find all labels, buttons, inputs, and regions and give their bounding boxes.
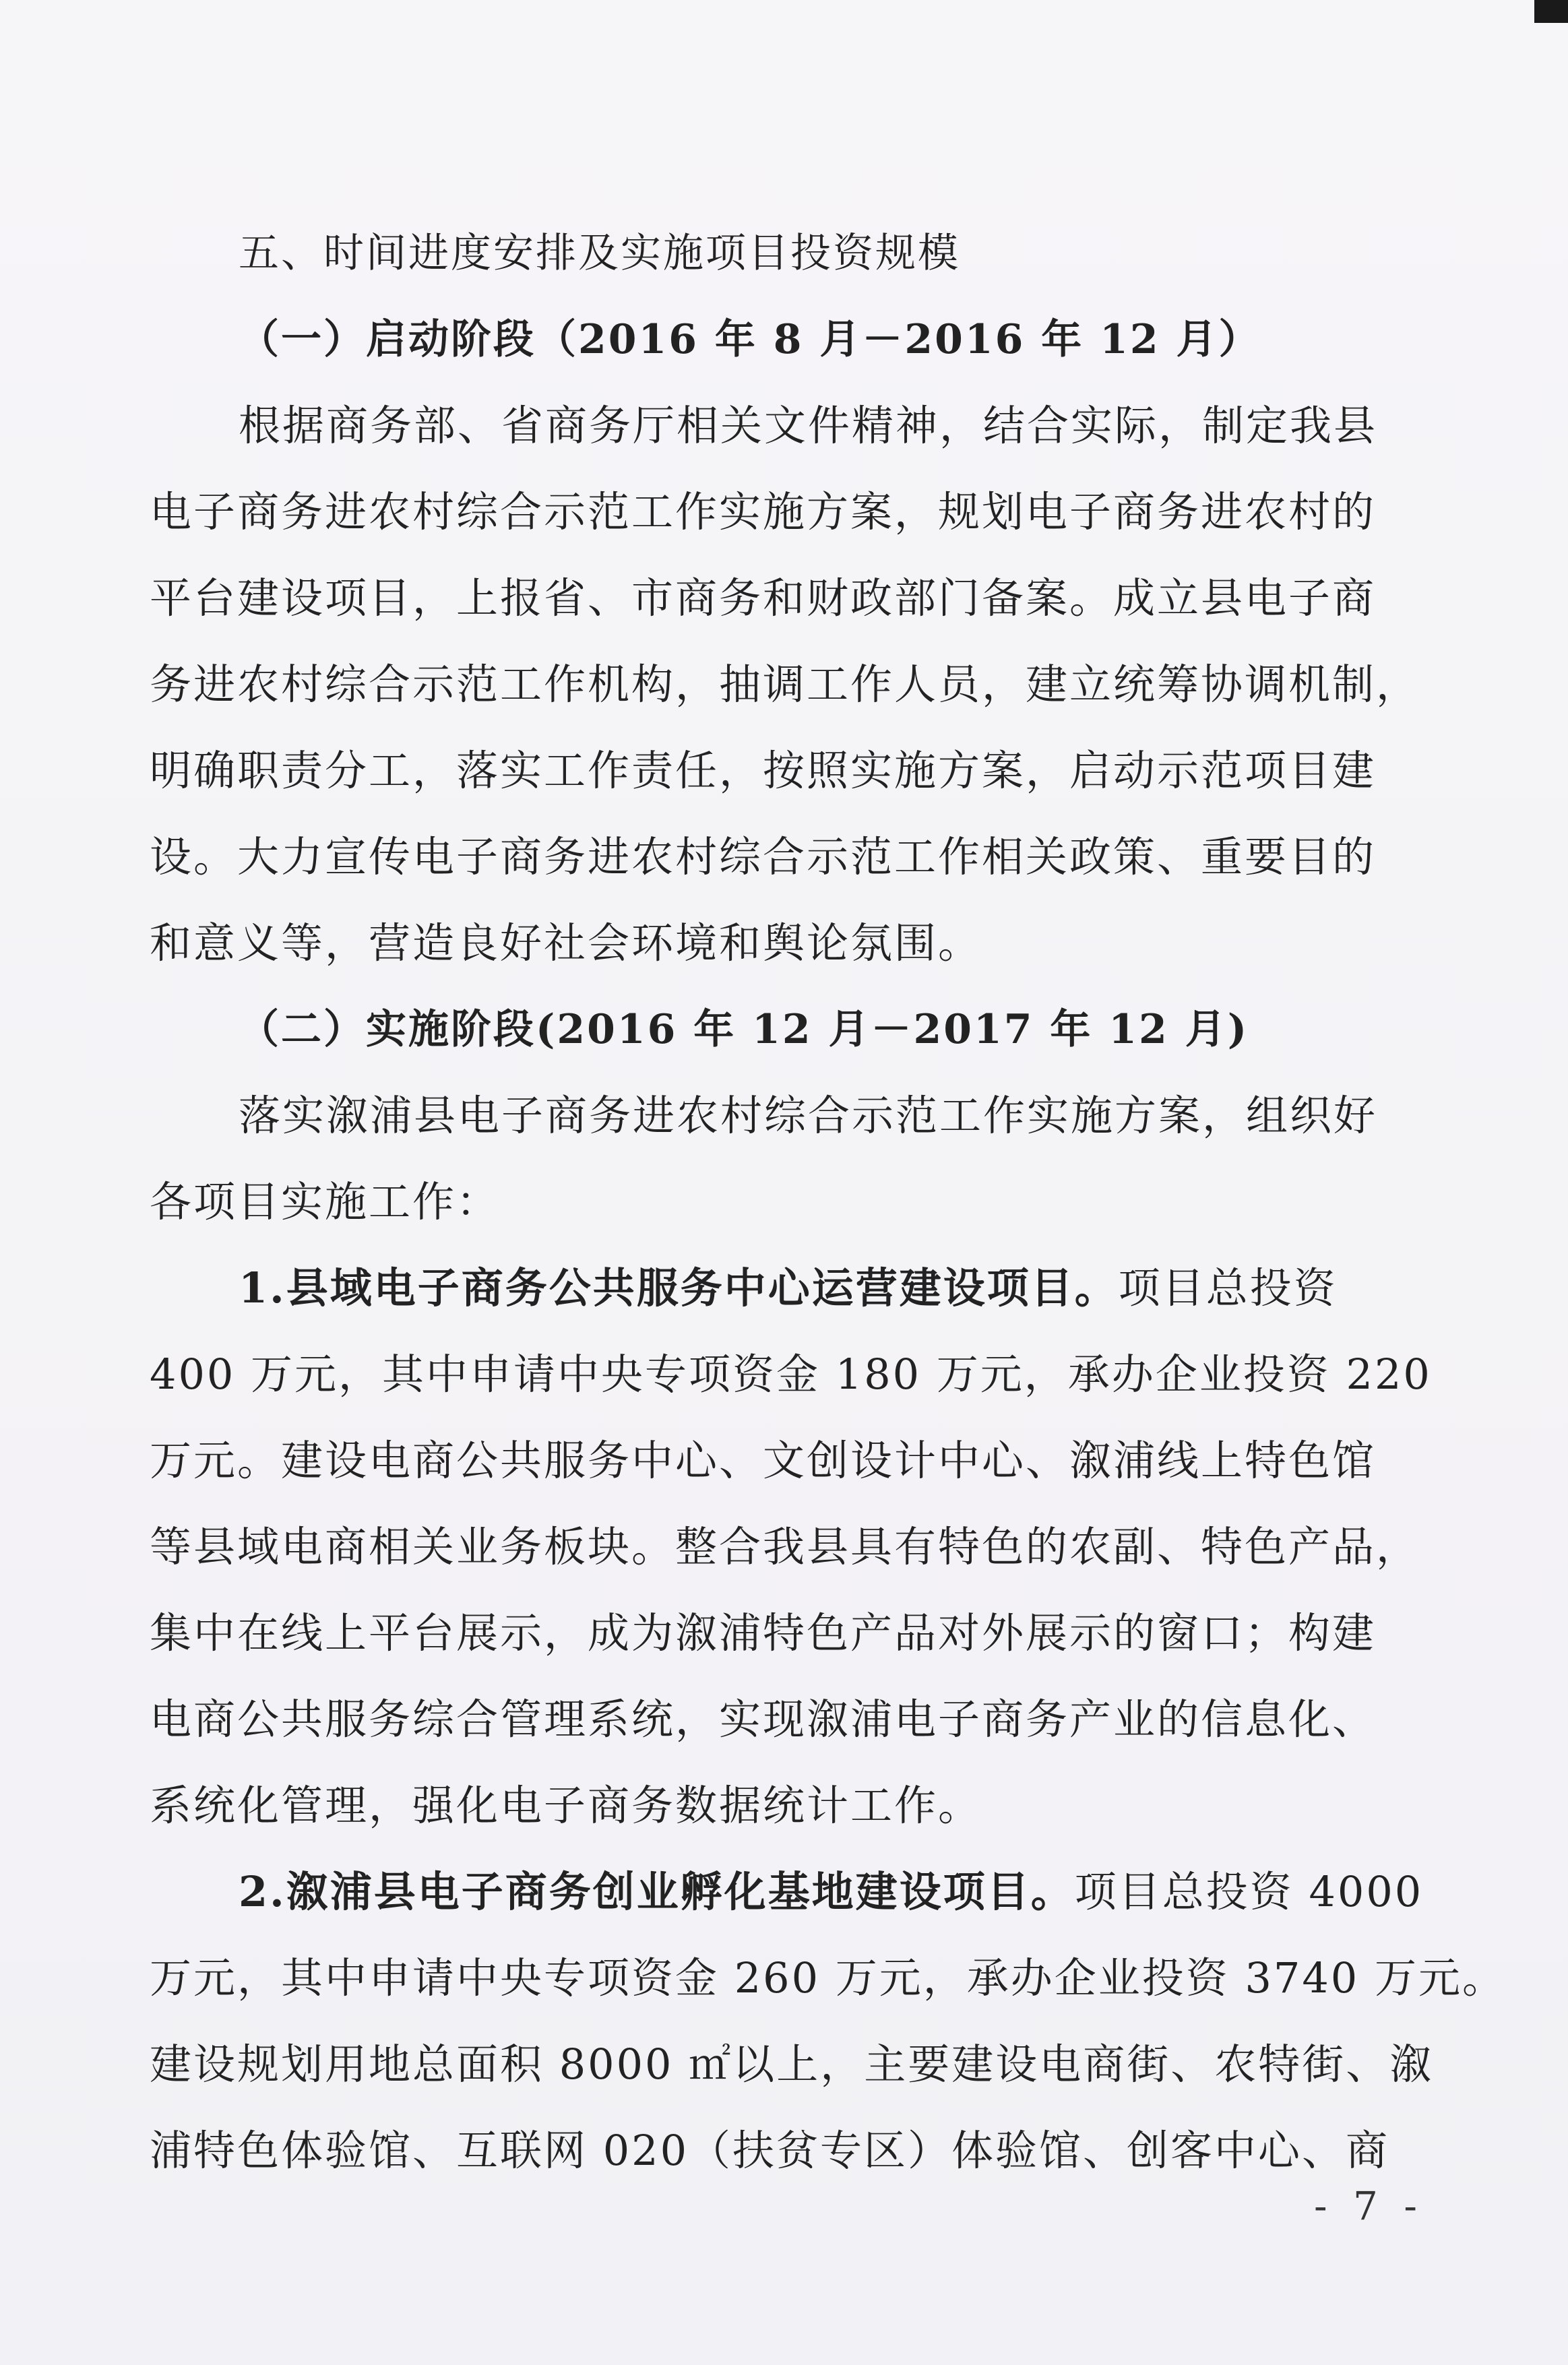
item2-line: 万元，其中申请中央专项资金 260 万元，承办企业投资 3740 万元。 (150, 1953, 1506, 2003)
phase1-title: （一）启动阶段（2016 年 8 月－2016 年 12 月） (239, 316, 1261, 363)
item2-first-line-rest: 项目总投资 4000 (1074, 1867, 1424, 1916)
section-heading: 五、时间进度安排及实施项目投资规模 (239, 230, 960, 277)
phase2-title: （二）实施阶段(2016 年 12 月－2017 年 12 月) (239, 1006, 1249, 1053)
item1-first-line (150, 1245, 1410, 1331)
item1-line: 电商公共服务综合管理系统，实现溆浦电子商务产业的信息化、 (150, 1695, 1377, 1744)
page-number: - 7 - (1314, 2183, 1424, 2229)
phase1-line: 电子商务进农村综合示范工作实施方案，规划电子商务进农村的 (150, 487, 1377, 536)
item1-title: 1.县域电子商务公共服务中心运营建设项目。 (239, 1263, 1119, 1313)
item2-first-line (150, 1849, 1424, 1935)
document-body (150, 210, 1506, 2194)
phase1-line: 根据商务部、省商务厅相关文件精神，结合实际，制定我县 (239, 401, 1378, 450)
phase1-line: 平台建设项目，上报省、市商务和财政部门备案。成立县电子商 (150, 573, 1377, 623)
phase2-intro-line: 各项目实施工作： (150, 1177, 501, 1226)
item1-line: 万元。建设电商公共服务中心、文创设计中心、溆浦线上特色馆 (150, 1436, 1377, 1485)
phase1-line: 明确职责分工，落实工作责任，按照实施方案，启动示范项目建 (150, 746, 1377, 795)
item2-line: 浦特色体验馆、互联网 020（扶贫专区）体验馆、创客中心、商 (150, 2126, 1390, 2175)
item1-line: 集中在线上平台展示，成为溆浦特色产品对外展示的窗口；构建 (150, 1608, 1377, 1658)
phase2-intro-line: 落实溆浦县电子商务进农村综合示范工作实施方案，组织好 (239, 1091, 1378, 1140)
item1-line: 系统化管理，强化电子商务数据统计工作。 (150, 1781, 982, 1830)
item1-line: 等县域电商相关业务板块。整合我县具有特色的农副、特色产品， (150, 1522, 1420, 1571)
scan-corner-mark (1534, 0, 1568, 23)
phase1-line: 设。大力宣传电子商务进农村综合示范工作相关政策、重要目的 (150, 832, 1377, 881)
item2-title: 2.溆浦县电子商务创业孵化基地建设项目。 (239, 1867, 1075, 1916)
phase1-line: 和意义等，营造良好社会环境和舆论氛围。 (150, 918, 982, 968)
item1-line: 400 万元，其中申请中央专项资金 180 万元，承办企业投资 220 (150, 1350, 1432, 1399)
item1-first-line-rest: 项目总投资 (1118, 1263, 1338, 1313)
item2-line: 建设规划用地总面积 8000 ㎡以上，主要建设电商街、农特街、溆 (150, 2040, 1434, 2089)
phase1-line: 务进农村综合示范工作机构，抽调工作人员，建立统筹协调机制， (150, 660, 1420, 709)
